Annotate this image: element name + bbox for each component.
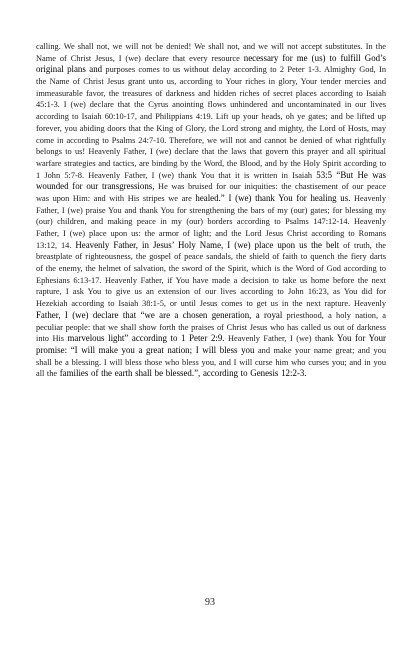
emphasized-text-segment: 53:5 “But He was wounded for our transgressions, <box>36 169 386 192</box>
emphasized-text-segment: families of the earth shall be blessed.”, according to Genesis 12:2-3. <box>59 368 307 379</box>
text-segment: He was bruised for our iniquities: the chastisement of our peace was upon Him: and with His stripes we are <box>36 182 386 203</box>
text-segment: priesthood, a holy nation, a peculiar people: that we shall show forth the praises of Christ Jesus who has called us out of darkness into His <box>36 310 386 344</box>
text-segment: Heavenly Father, I (we) thank <box>224 334 338 344</box>
page-number: 93 <box>205 597 215 608</box>
body-text <box>36 41 386 380</box>
emphasized-text-segment: Father, I (we) declare that “we are a chosen generation, a royal <box>36 309 283 320</box>
text-segment: of truth, the breastplate of righteousness, the gospel of peace sandals, the shield of faith to quench the fiery darts of the enemy, the helmet of salvation, the sword of the Spirit, which is the Word of God according to Ephesians 6:13-17. Heavenly Father, if You have made a decision to take us home before the next rapture, I ask You to give us an extension of our lives according to John 16:23, as You did for Hezekiah according to Isaiah 38:1-5, or until Jesus comes to get us in the next rapture. Heavenly <box>36 240 386 309</box>
text-segment: and make your name great; and you shall be a blessing. I will bless those who bless you, and I will curse him who curses you; and in you all the <box>36 345 386 379</box>
text-segment: calling. We shall not, we will not be denied! We shall not, and we will not accept substitutes. In the Name of Christ Jesus, I (we) declare that every resource <box>36 42 386 63</box>
emphasized-text-segment: necessary for me (us) to fulfill God’s original plans and <box>36 52 386 75</box>
text-segment: purposes comes to us without delay according to 2 Peter 1-3. Almighty God, In the Name of Christ Jesus grant unto us, according to Your riches in glory, Your tender mercies and immeasurable favor, the treasures of darkness and hidden riches of secret places according to Isaiah 45:1-3. I (we) declare that the Cyrus anointing flows unhindered and uncontaminated in our lives according to Isaiah 60:10-17, and Philippians 4:19. Lift up your heads, oh ye gates; and be lifted up forever, you abiding doors that the King of Glory, the Lord strong and mighty, the Lord of Hosts, may come in according to Psalms 24:7-10. Therefore, we will not and cannot be denied of what rightfully belongs to us! Heavenly Father, I (we) declare that the laws that govern this prayer and all spiritual warfare strategies and tactics, are binding by the Word, the Blood, and by the Holy Spirit according to 1 John 5:7-8. Heavenly Father, I (we) thank You that it is written in Isaiah <box>36 65 386 180</box>
prayer-paragraph <box>36 41 386 380</box>
text-segment: Heavenly Father, I (we) praise You and thank You for strengthening the bars of my (our) gates; for blessing my (our) children, and making peace in my (our) borders according to Psalms 147:12-14. Heavenly Father, I (we) place upon us: the armor of light; and the Lord Jesus Christ according to Romans 13:12, 14. <box>36 193 386 250</box>
emphasized-text-segment: Heavenly Father, in Jesus’ Holy Name, I (we) place upon us the belt <box>75 239 340 250</box>
emphasized-text-segment: healed.” I (we) thank You for healing us. <box>195 192 351 203</box>
emphasized-text-segment: You for Your promise: “I will make you a great nation; I will bless you <box>36 333 386 355</box>
emphasized-text-segment: marvelous light” according to 1 Peter 2:9. <box>67 333 225 344</box>
